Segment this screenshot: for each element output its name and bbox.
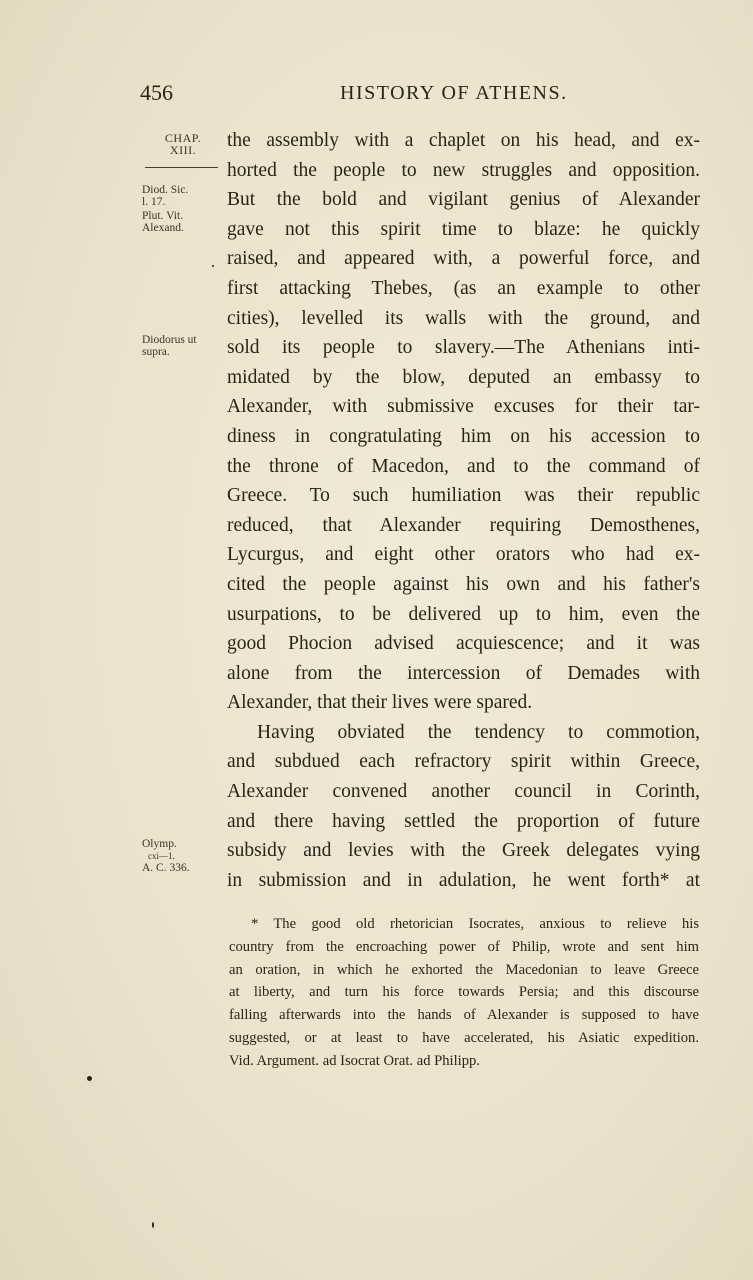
margin-note-line: Diodorus ut	[142, 334, 197, 346]
footnote	[229, 913, 699, 1073]
page-header	[140, 80, 700, 110]
text-line: usurpations, to be delivered up to him, even the	[227, 603, 700, 625]
text-line: sold its people to slavery.—The Athenians inti-	[227, 337, 700, 359]
margin-note-chapter	[148, 132, 218, 156]
margin-note-line: Olymp.	[142, 838, 177, 850]
text-line: raised, and appeared with, a powerful force, and	[227, 248, 700, 270]
text-line: and subdued each refractory spirit within Greece,	[227, 751, 700, 773]
chapter-number: XIII.	[169, 143, 197, 157]
chapter-label: CHAP.	[164, 131, 202, 145]
text-line: gave not this spirit time to blaze: he quickly	[227, 218, 700, 240]
text-line: alone from the intercession of Demades with	[227, 662, 700, 684]
text-line: midated by the blow, deputed an embassy to	[227, 366, 700, 388]
margin-note-diodorus	[142, 184, 234, 208]
running-head: HISTORY OF ATHENS.	[340, 82, 568, 104]
text-line: Alexander, that their lives were spared.	[227, 692, 533, 714]
footnote-line: Vid. Argument. ad Isocrat Orat. ad Philipp.	[229, 1052, 480, 1069]
text-line: cities), levelled its walls with the ground, and	[227, 307, 700, 329]
text-line: the assembly with a chaplet on his head, and ex-	[227, 130, 700, 151]
margin-note-olympiad	[142, 838, 234, 874]
text-line: But the bold and vigilant genius of Alexander	[227, 189, 700, 211]
margin-divider	[145, 167, 218, 168]
text-line: first attacking Thebes, (as an example to other	[227, 277, 700, 299]
text-line: subsidy and levies with the Greek delegates vying	[227, 840, 700, 862]
text-line: reduced, that Alexander requiring Demosthenes,	[227, 514, 700, 536]
page-number: 456	[140, 80, 173, 105]
text-line: Alexander convened another council in Corinth,	[227, 781, 700, 803]
text-line: and there having settled the proportion of future	[227, 810, 700, 832]
footnote-line: * The good old rhetorician Isocrates, anxious to relieve his	[251, 916, 699, 932]
margin-note-line: Plut. Vit.	[142, 210, 183, 222]
text-line: the throne of Macedon, and to the command of	[227, 455, 700, 477]
text-line: Lycurgus, and eight other orators who had ex-	[227, 544, 700, 566]
body-text	[227, 126, 700, 895]
footnote-line: suggested, or at least to have accelerated, his Asiatic expedition.	[229, 1029, 699, 1046]
text-line: Alexander, with submissive excuses for their tar-	[227, 396, 700, 418]
footnote-line: country from the encroaching power of Philip, wrote and sent him	[229, 938, 699, 955]
text-line: cited the people against his own and his father's	[227, 573, 700, 595]
footnote-line: falling afterwards into the hands of Alexander is supposed to have	[229, 1007, 699, 1024]
margin-note-line: Diod. Sic.	[142, 184, 189, 196]
margin-note-line: l. 17.	[142, 196, 166, 208]
margin-note-line: A. C. 336.	[142, 862, 190, 874]
margin-note-line: supra.	[142, 346, 170, 358]
text-line: diness in congratulating him on his accession to	[227, 425, 700, 447]
text-line: in submission and in adulation, he went forth* at	[227, 869, 700, 891]
footnote-line: an oration, in which he exhorted the Macedonian to leave Greece	[229, 961, 699, 978]
text-line: horted the people to new struggles and opposition.	[227, 159, 700, 181]
text-line: Greece. To such humiliation was their republic	[227, 485, 700, 507]
margin-note-line: cxi—1.	[148, 851, 175, 861]
text-line: good Phocion advised acquiescence; and it was	[227, 633, 700, 655]
margin-note-line: Alexand.	[142, 222, 184, 234]
text-line: Having obviated the tendency to commotion,	[257, 721, 700, 743]
footnote-line: at liberty, and turn his force towards Persia; and this discourse	[229, 984, 699, 1001]
paper-speck	[87, 1076, 92, 1081]
margin-note-diodorus-supra	[142, 334, 234, 358]
paper-speck	[212, 265, 214, 267]
paper-speck	[152, 1222, 154, 1228]
margin-note-plutarch	[142, 210, 234, 234]
